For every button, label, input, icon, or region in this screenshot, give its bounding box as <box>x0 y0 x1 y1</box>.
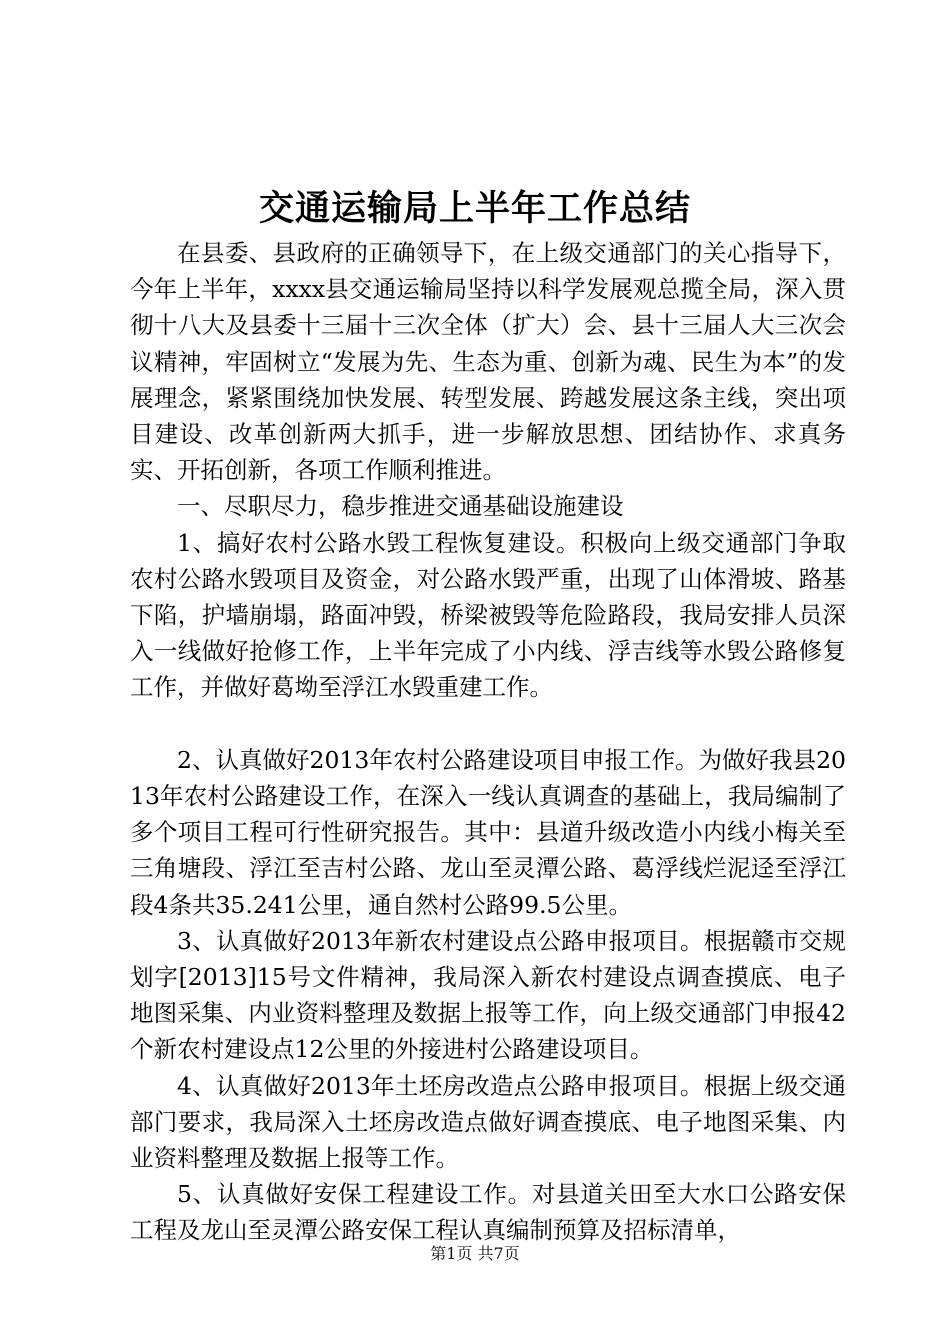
section-heading-1: 一、尽职尽力，稳步推进交通基础设施建设 <box>177 492 624 521</box>
blank-line <box>130 706 846 742</box>
item-paragraph-4: 4、认真做好2013年土坯房改造点公路申报项目。根据上级交通部门要求，我局深入土坯房改造点做好调查摸底、电子地图采集、内业资料整理及数据上报等工作。 <box>130 1071 846 1173</box>
item-paragraph-1: 1、搞好农村公路水毁工程恢复建设。积极向上级交通部门争取农村公路水毁项目及资金，对公路水毁严重，出现了山体滑坡、路基下陷，护墙崩塌，路面冲毁，桥梁被毁等危险路段，我局安排人员深入一线做好抢修工作，上半年完成了小内线、浮吉线等水毁公路修复工作，并做好葛坳至浮江水毁重建工作。 <box>130 528 846 702</box>
document-body <box>130 235 846 1249</box>
item-paragraph-5: 5、认真做好安保工程建设工作。对县道关田至大水口公路安保工程及龙山至灵潭公路安保工程认真编制预算及招标清单， <box>130 1180 846 1245</box>
intro-paragraph: 在县委、县政府的正确领导下，在上级交通部门的关心指导下，今年上半年，xxxx县交通运输局坚持以科学发展观总揽全局，深入贯彻十八大及县委十三届十三次全体（扩大）会、县十三届人大三次会议精神，牢固树立“发展为先、生态为重、创新为魂、民生为本”的发展理念，紧紧围绕加快发展、转型发展、跨越发展这条主线，突出项目建设、改革创新两大抓手，进一步解放思想、团结协作、求真务实、开拓创新，各项工作顺利推进。 <box>130 239 846 485</box>
item-paragraph-3: 3、认真做好2013年新农村建设点公路申报项目。根据赣市交规划字[2013]15号文件精神，我局深入新农村建设点调查摸底、电子地图采集、内业资料整理及数据上报等工作，向上级交通部门申报42个新农村建设点12公里的外接进村公路建设项目。 <box>130 926 846 1064</box>
page-footer: 第1页 共7页 <box>430 1244 520 1263</box>
item-paragraph-2: 2、认真做好2013年农村公路建设项目申报工作。为做好我县2013年农村公路建设工作，在深入一线认真调查的基础上，我局编制了多个项目工程可行性研究报告。其中：县道升级改造小内线小梅关至三角塘段、浮江至吉村公路、龙山至灵潭公路、葛浮线烂泥迳至浮江段4条共35.241公里，通自然村公路99.5公里。 <box>130 745 846 919</box>
document-title: 交通运输局上半年工作总结 <box>258 188 691 229</box>
